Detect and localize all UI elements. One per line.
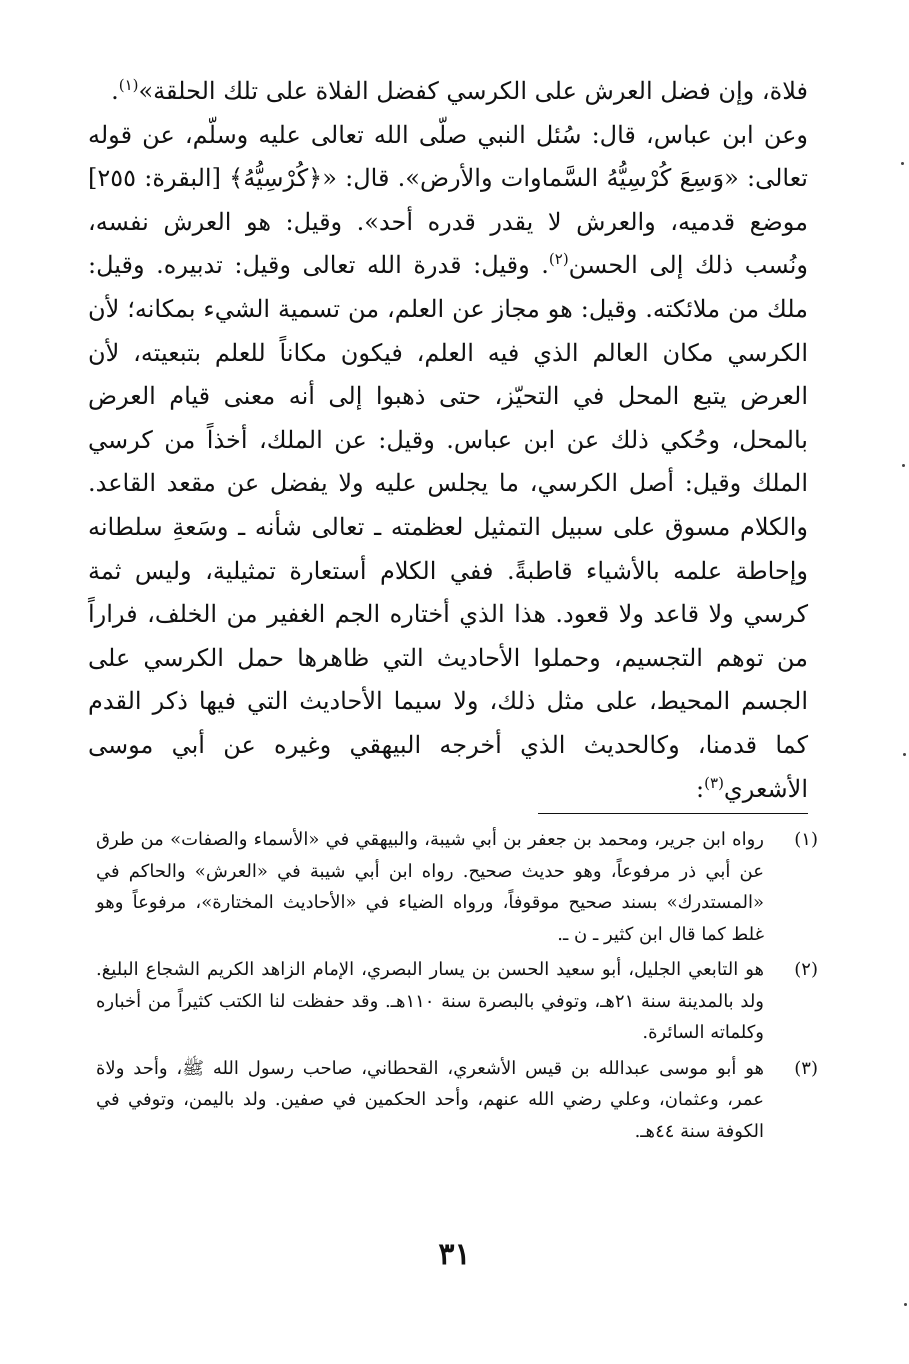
- footnote-1: [96, 824, 818, 950]
- main-text: [88, 70, 808, 811]
- footnote-ref-2: (٢): [548, 250, 569, 269]
- footnote-number: (١): [794, 829, 818, 850]
- footnote-number: (٢): [794, 959, 818, 980]
- footnote-separator: [538, 813, 808, 814]
- scan-speck: [903, 753, 906, 756]
- paragraph-text: فلاة، وإن فضل العرش على الكرسي كفضل الفلاة على تلك الحلقة»: [138, 77, 808, 105]
- footnote-ref-3: (٣): [704, 773, 724, 792]
- scan-speck: [902, 464, 905, 467]
- footnote-text: هو أبو موسى عبدالله بن قيس الأشعري، القحطاني، صاحب رسول الله ﷺ، وأحد ولاة عمر، وعثمان، وعلي رضي الله عنهم، وأحد الحكمين في صفين. ولد باليمن، وتوفي في الكوفة سنة ٤٤هـ.: [96, 1057, 764, 1142]
- scan-speck: [901, 162, 904, 165]
- paragraph-text: .: [111, 77, 119, 105]
- scan-speck: [904, 1303, 907, 1306]
- footnote-text: رواه ابن جرير، ومحمد بن جعفر بن أبي شيبة، والبيهقي في «الأسماء والصفات» من طرق عن أبي ذر مرفوعاً، وهو حديث صحيح. رواه ابن أبي شيبة في «العرش» والحاكم في «المستدرك» بسند صحيح موقوفاً، ورواه الضياء في «الأحاديث المختارة»، مرفوعاً وهو غلط كما قال ابن كثير ـ ن ـ.: [96, 829, 764, 945]
- paragraph-text: :: [696, 774, 705, 803]
- paragraph-text: وعن ابن عباس، قال: سُئل النبي صلّى الله تعالى عليه وسلّم، عن قوله تعالى: «وَسِعَ كُرْسِيُّهُ السَّماوات والأرض». قال: «﴿كُرْسِيُّهُ﴾ [البقرة: ٢٥٥] موضع قدميه، والعرش لا يقدر قدره أحد». وقيل: هو العرش نفسه، ونُسب ذلك إلى الحسن: [88, 120, 808, 280]
- paragraph-1: [88, 70, 808, 114]
- paragraph-2: [88, 114, 808, 812]
- footnote-2: [96, 954, 818, 1049]
- page-number: ٣١: [438, 1237, 471, 1272]
- footnote-number: (٣): [794, 1057, 818, 1079]
- paragraph-text: . وقيل: قدرة الله تعالى وقيل: تدبيره. وقيل: ملك من ملائكته. وقيل: هو مجاز عن العلم، من تسمية الشيء بمكانه؛ لأن الكرسي مكان العالم الذي فيه العلم، فيكون مكاناً للعلم بتبعيته، لأن العرض يتبع المحل في التحيّز، حتى ذهبوا إلى أنه معنى قيام العرض بالمحل، وحُكي ذلك عن ابن عباس. وقيل: عن الملك، أخذاً من كرسي الملك وقيل: أصل الكرسي، ما يجلس عليه ولا يفضل عن مقعد القاعد. والكلام مسوق على سبيل التمثيل لعظمته ـ تعالى شأنه ـ وسَعةِ سلطانه وإحاطة علمه بالأشياء قاطبةً. ففي الكلام أستعارة تمثيلية، وليس ثمة كرسي ولا قاعد ولا قعود. هذا الذي أختاره الجم الغفير من الخلف، فراراً من توهم التجسيم، وحملوا الأحاديث التي ظاهرها حمل الكرسي على الجسم المحيط، على مثل ذلك، ولا سيما الأحاديث التي فيها ذكر القدم كما قدمنا، وكالحديث الذي أخرجه البيهقي وغيره عن أبي موسى الأشعري: [88, 251, 808, 803]
- footnote-text: هو التابعي الجليل، أبو سعيد الحسن بن يسار البصري، الإمام الزاهد الكريم الشجاع البليغ. ولد بالمدينة سنة ٢١هـ، وتوفي بالبصرة سنة ١١٠هـ. وقد حفظت لنا الكتب كثيراً من أخباره وكلماته السائرة.: [96, 959, 764, 1043]
- footnote-3: [96, 1053, 818, 1148]
- footnotes: [96, 824, 818, 1151]
- footnote-ref-1: (١): [118, 76, 139, 94]
